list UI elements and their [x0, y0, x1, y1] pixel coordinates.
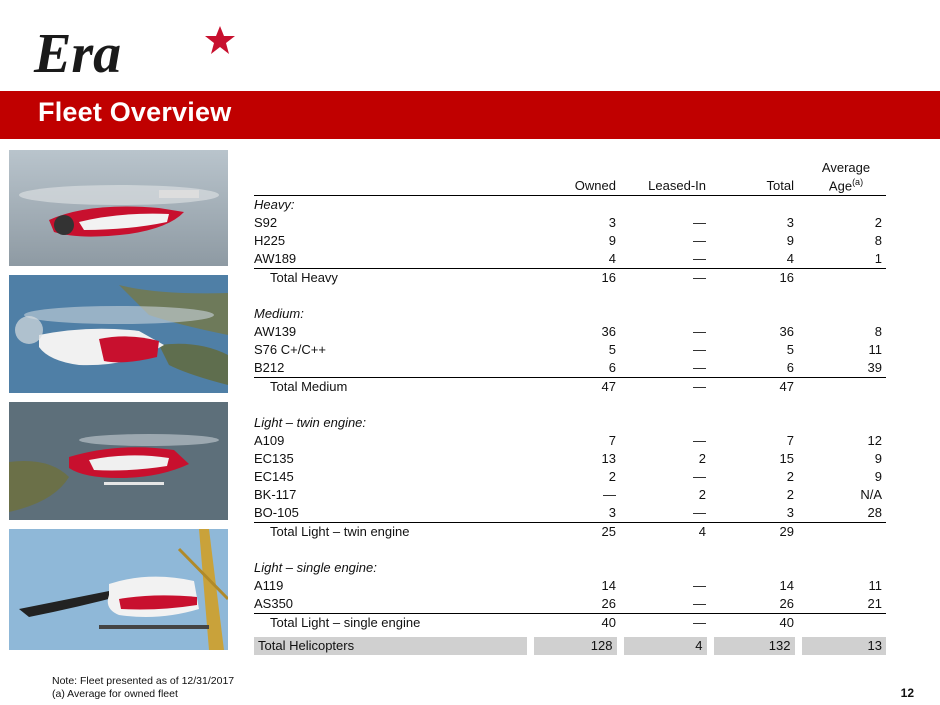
- section-medium: Medium:: [254, 306, 304, 322]
- total-row-light-twin: Total Light – twin engine 25 4 29: [254, 523, 886, 542]
- table-row: BK-117 — 2 2 N/A: [254, 487, 882, 503]
- footnote-a: (a) Average for owned fleet: [52, 688, 178, 700]
- logo-star-icon: [205, 26, 235, 54]
- section-light-twin: Light – twin engine:: [254, 415, 367, 431]
- page-number: 12: [900, 686, 914, 700]
- col-age-footnote: (a): [852, 177, 864, 187]
- logo-text: Era: [34, 23, 122, 84]
- table-row: EC135 13 2 15 9: [254, 451, 882, 467]
- era-logo: [30, 22, 245, 84]
- section-heavy: Heavy:: [254, 197, 295, 213]
- table-row: AW139 36 — 36 8: [254, 324, 882, 340]
- table-header-row: [254, 160, 886, 196]
- section-light-single: Light – single engine:: [254, 560, 377, 576]
- helicopter-photo-2: [9, 275, 228, 393]
- table-row: H225 9 — 9 8: [254, 233, 882, 249]
- table-row: AW189 4 — 4 1: [254, 251, 882, 267]
- table-row: A109 7 — 7 12: [254, 433, 882, 449]
- table-row: BO-105 3 — 3 28: [254, 505, 882, 521]
- table-row: AS350 26 — 26 21: [254, 596, 882, 612]
- col-total: Total: [710, 160, 798, 196]
- title-banner: [0, 91, 940, 139]
- total-row-heavy: Total Heavy 16 — 16: [254, 269, 886, 288]
- col-age-line1: Average: [821, 160, 871, 175]
- fleet-table: [254, 160, 886, 655]
- helicopter-photo-3: [9, 402, 228, 520]
- page-title: Fleet Overview: [38, 97, 232, 127]
- helicopter-photo-1: [9, 150, 228, 266]
- helicopter-photo-4: [9, 529, 228, 650]
- total-row-light-single: Total Light – single engine 40 — 40: [254, 614, 886, 633]
- footnotes: [52, 675, 234, 701]
- table-row: S76 C+/C++ 5 — 5 11: [254, 342, 882, 358]
- table-row: EC145 2 — 2 9: [254, 469, 882, 485]
- col-average-age: [798, 160, 886, 196]
- grand-total-row: Total Helicopters 128 4 132 13: [254, 637, 886, 655]
- col-owned: Owned: [530, 160, 620, 196]
- table-row: A119 14 — 14 11: [254, 578, 882, 594]
- table-row: B212 6 — 6 39: [254, 360, 882, 376]
- total-row-medium: Total Medium 47 — 47: [254, 378, 886, 397]
- col-leased: Leased-In: [620, 160, 710, 196]
- col-age-line2: Age: [828, 178, 853, 194]
- table-row: S92 3 — 3 2: [254, 215, 882, 231]
- note-text: Note: Fleet presented as of 12/31/2017: [52, 675, 235, 687]
